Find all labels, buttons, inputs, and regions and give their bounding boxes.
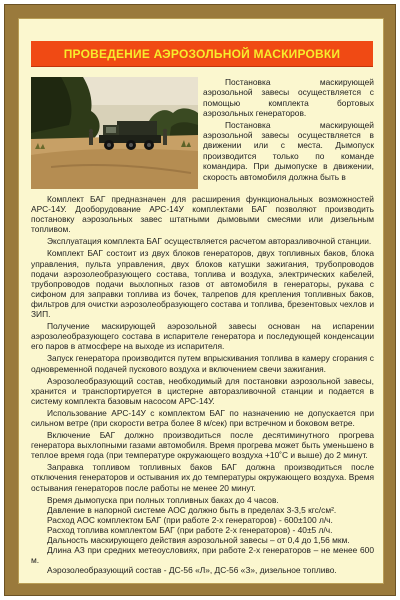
spec-line: Расход топлива комплектом БАГ (при работе 2-х генераторов) - 40±5 л/ч. [47,524,333,535]
body-paragraph: Получение маскирующей аэрозольной завесы основан на испарении аэрозолеобразующего состава в испарителе генератора и последующей конденсации его паров в атмосфере на выходе из испарителя. [31,321,374,352]
body-paragraph: Комплект БАГ состоит из двух блоков генераторов, двух топливных баков, блока управления, пульта управления, двух блоков катушки зажигания, трубопроводов подачи аэрозолеобразующего состава, топлива и воздуха, электрических кабелей, трубопроводов подачи выхлопных газов от автомобиля в генераторы, рукава с сифоном для заправки топлива из бочек, талрепов для крепления топливных баков, фильтров для очистки аэрозолеобразующего состава и топлива, брезентовых чехлов и ЗИП. [31,248,374,320]
poster-frame [4,4,396,596]
spec-line: Время дымопуска при полных топливных баках до 4 часов. [47,494,279,505]
body-paragraph: Запуск генератора производится путем впрыскивания топлива в камеру сгорания с одновременной подачей пускового воздуха и включением свечи зажигания. [31,353,374,374]
spec-line: Расход АОС комплектом БАГ (при работе 2-х генераторов) - 600±100 л/ч. [47,514,333,525]
spec-line: Давление в напорной системе АОС должно быть в пределах 3-3,5 кгс/см². [47,504,337,515]
spec-line: Длина АЗ при средних метеоусловиях, при работе 2-х генераторов – не менее 600 м. [31,545,374,566]
intro-text [203,77,374,183]
body-paragraph: Аэрозолеобразующий состав, необходимый для постановки аэрозольной завесы, хранится и транспортируется в цистерне авторазливочной станции и подается в систему комплекта базовым насосом АРС-14У. [31,375,374,406]
body-paragraph: Эксплуатация комплекта БАГ осуществляется расчетом авторазливочной станции. [47,236,372,247]
main-text [31,194,374,575]
spec-line: Аэрозолеобразующий состав - ДС-56 «Л», ДС-56 «З», дизельное топливо. [47,565,337,576]
body-paragraph: Комплект БАГ предназначен для расширения функциональных возможностей АРС-14У. Дооборудование АРС-14У комплектами БАГ позволяют производить постановку аэрозольных завес штатными дымовыми смесями или дизельным топливом. [31,194,374,235]
body-paragraph: Заправка топливом топливных баков БАГ должна производиться после отключения генераторов и остывания их до температуры окружающего воздуха. Время остывания генераторов после работы не менее 20 минут. [31,462,374,493]
intro-paragraph: Постановка маскирующей аэрозольной завесы осуществляется в движении или с места. Дымопуск производится только по команде командира. При дымопуске в движении, скорость автомобиля должна быть в [203,119,374,182]
truck-icon [99,121,161,150]
spec-line: Дальность маскирующего действия аэрозольной завесы – от 0,4 до 1,56 мкм. [47,535,350,545]
poster-panel [18,18,384,584]
poster-title: ПРОВЕДЕНИЕ АЭРОЗОЛЬНОЙ МАСКИРОВКИ [31,41,373,67]
body-paragraph: Включение БАГ должно производиться после десятиминутного прогрева генератора выхлопными газами автомобиля. Время прогрева может быть уменьшено в теплое время года (при температуре окружающего воздуха +10˚С и выше) до 2 минут. [31,430,374,461]
truck-photo [31,77,198,189]
body-paragraph: Использование АРС-14У с комплектом БАГ по назначению не допускается при сильном ветре (при скорости ветра более 8 м/сек) при встречном и боковом ветре. [31,407,374,428]
intro-paragraph: Постановка маскирующей аэрозольной завесы осуществляется с помощью комплекта бортовых аэрозольных генераторов. [203,77,374,119]
truck-photo-image [31,77,198,189]
